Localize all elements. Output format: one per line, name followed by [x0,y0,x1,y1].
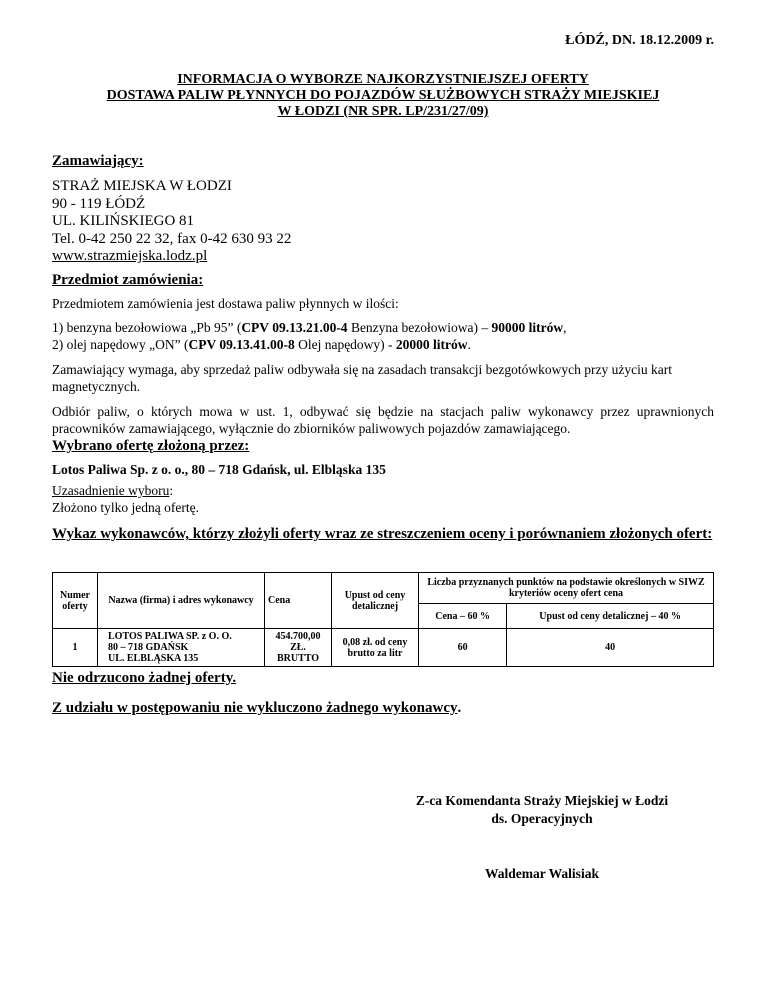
signature-title [392,792,692,828]
cell-nazwa-line-1: LOTOS PALIWA SP. z O. O. [108,631,232,642]
uzasadnienie-text: Złożono tylko jedną ofertę. [52,500,199,515]
title-line-2: DOSTAWA PALIW PŁYNNYCH DO POJAZDÓW SŁUŻBOWYCH STRAŻY MIEJSKIEJ [106,88,660,103]
zamawiajacy-heading: Zamawiający: [52,153,144,169]
uzasadnienie-line [52,482,714,499]
przedmiot-item-2 [52,336,714,353]
item1-quantity: 90000 litrów [491,320,564,335]
header-nazwa: Nazwa (firma) i adres wykonawcy [98,573,265,629]
signature-name: Waldemar Walisiak [485,866,599,881]
przedmiot-intro: Przedmiotem zamówienia jest dostawa paliw płynnych w ilości: [52,296,399,311]
z-udzialu-line [52,700,461,717]
signature-line-2: ds. Operacyjnych [491,811,593,826]
header-upust: Upust od ceny detalicznej [332,573,419,629]
authority-phone: Tel. 0-42 250 22 32, fax 0-42 630 93 22 [52,230,292,247]
przedmiot-paragraph-2: Odbiór paliw, o których mowa w ust. 1, odbywać się będzie na stacjach paliw wykonawcy przez uprawnionych pracowników zamawiającego, wyłącznie do zbiorników paliwowych pojazdów zamawiającego. [52,404,714,436]
offers-table [52,572,714,667]
item1-text-c: Benzyna bezołowiowa) – [347,320,492,335]
cell-cena-line-2: ZŁ. BRUTTO [276,642,320,664]
table-row [53,629,714,667]
cell-upust [332,629,419,667]
contracting-authority [52,178,714,266]
item2-text-e: . [467,337,471,352]
document-title [52,72,714,120]
cell-cena [265,629,332,667]
z-udzialu-text: Z udziału w postępowaniu nie wykluczono żadnego wykonawcy [52,700,458,716]
uzasadnienie-label: Uzasadnienie wyboru [52,483,170,498]
przedmiot-paragraph-1: Zamawiający wymaga, aby sprzedaż paliw odbywała się na zasadach transakcji bezgotówkowych przy użyciu kart magnetycznych. [52,362,672,394]
przedmiot-item-1 [52,319,714,336]
item1-cpv: CPV 09.13.21.00-4 [241,320,348,335]
authority-street: UL. KILIŃSKIEGO 81 [52,213,195,229]
item1-text-e: , [563,320,567,335]
item1-text-a: 1) benzyna bezołowiowa „Pb 95” ( [52,320,242,335]
cell-nazwa [98,629,265,667]
cell-nazwa-line-3: UL. ELBLĄSKA 135 [108,653,199,664]
header-upust-40: Upust od ceny detalicznej – 40 % [507,604,714,629]
z-udzialu-end: . [457,700,462,716]
item2-text-a: 2) olej napędowy „ON” ( [52,337,189,352]
cell-numer: 1 [53,629,98,667]
cell-upust-line-2: brutto za litr [347,647,403,659]
przedmiot-heading: Przedmiot zamówienia: [52,272,204,288]
header-numer: Numer oferty [53,573,98,629]
document-date: ŁÓDŹ, DN. 18.12.2009 r. [565,33,714,48]
title-line-1: INFORMACJA O WYBORZE NAJKORZYSTNIEJSZEJ OFERTY [177,72,589,87]
nie-odrzucono: Nie odrzucono żadnej oferty. [52,670,237,686]
table-header-row [53,573,714,604]
item2-cpv: CPV 09.13.41.00-8 [188,337,295,352]
cell-punkty-cena: 60 [419,629,507,667]
wybrano-heading: Wybrano ofertę złożoną przez: [52,438,250,454]
item2-text-c: Olej napędowy) - [294,337,396,352]
cell-cena-line-1: 454.700,00 [275,631,321,642]
authority-website-link[interactable]: www.strazmiejska.lodz.pl [52,248,208,264]
title-line-3: W ŁODZI (NR SPR. LP/231/27/09) [277,104,489,119]
item2-quantity: 20000 litrów [395,337,468,352]
header-cena-60: Cena – 60 % [419,604,507,629]
authority-name: STRAŻ MIEJSKA W ŁODZI [52,178,232,194]
header-punkty: Liczba przyznanych punktów na podstawie określonych w SIWZ kryteriów oceny ofert cena [419,573,714,604]
cell-upust-line-1: 0,08 zł. od ceny [342,636,408,648]
header-cena: Cena [265,573,332,629]
signature-line-1: Z-ca Komendanta Straży Miejskiej w Łodzi [415,793,669,808]
selected-company: Lotos Paliwa Sp. z o. o., 80 – 718 Gdańsk, ul. Elbląska 135 [52,462,386,477]
wykaz-heading: Wykaz wykonawców, którzy złożyli oferty wraz ze streszczeniem oceny i porównaniem złożonych ofert: [52,526,713,542]
cell-punkty-upust: 40 [507,629,714,667]
cell-nazwa-line-2: 80 – 718 GDAŃSK [108,642,189,653]
authority-postal: 90 - 119 ŁÓDŹ [52,195,146,212]
uzasadnienie-colon: : [169,483,174,498]
